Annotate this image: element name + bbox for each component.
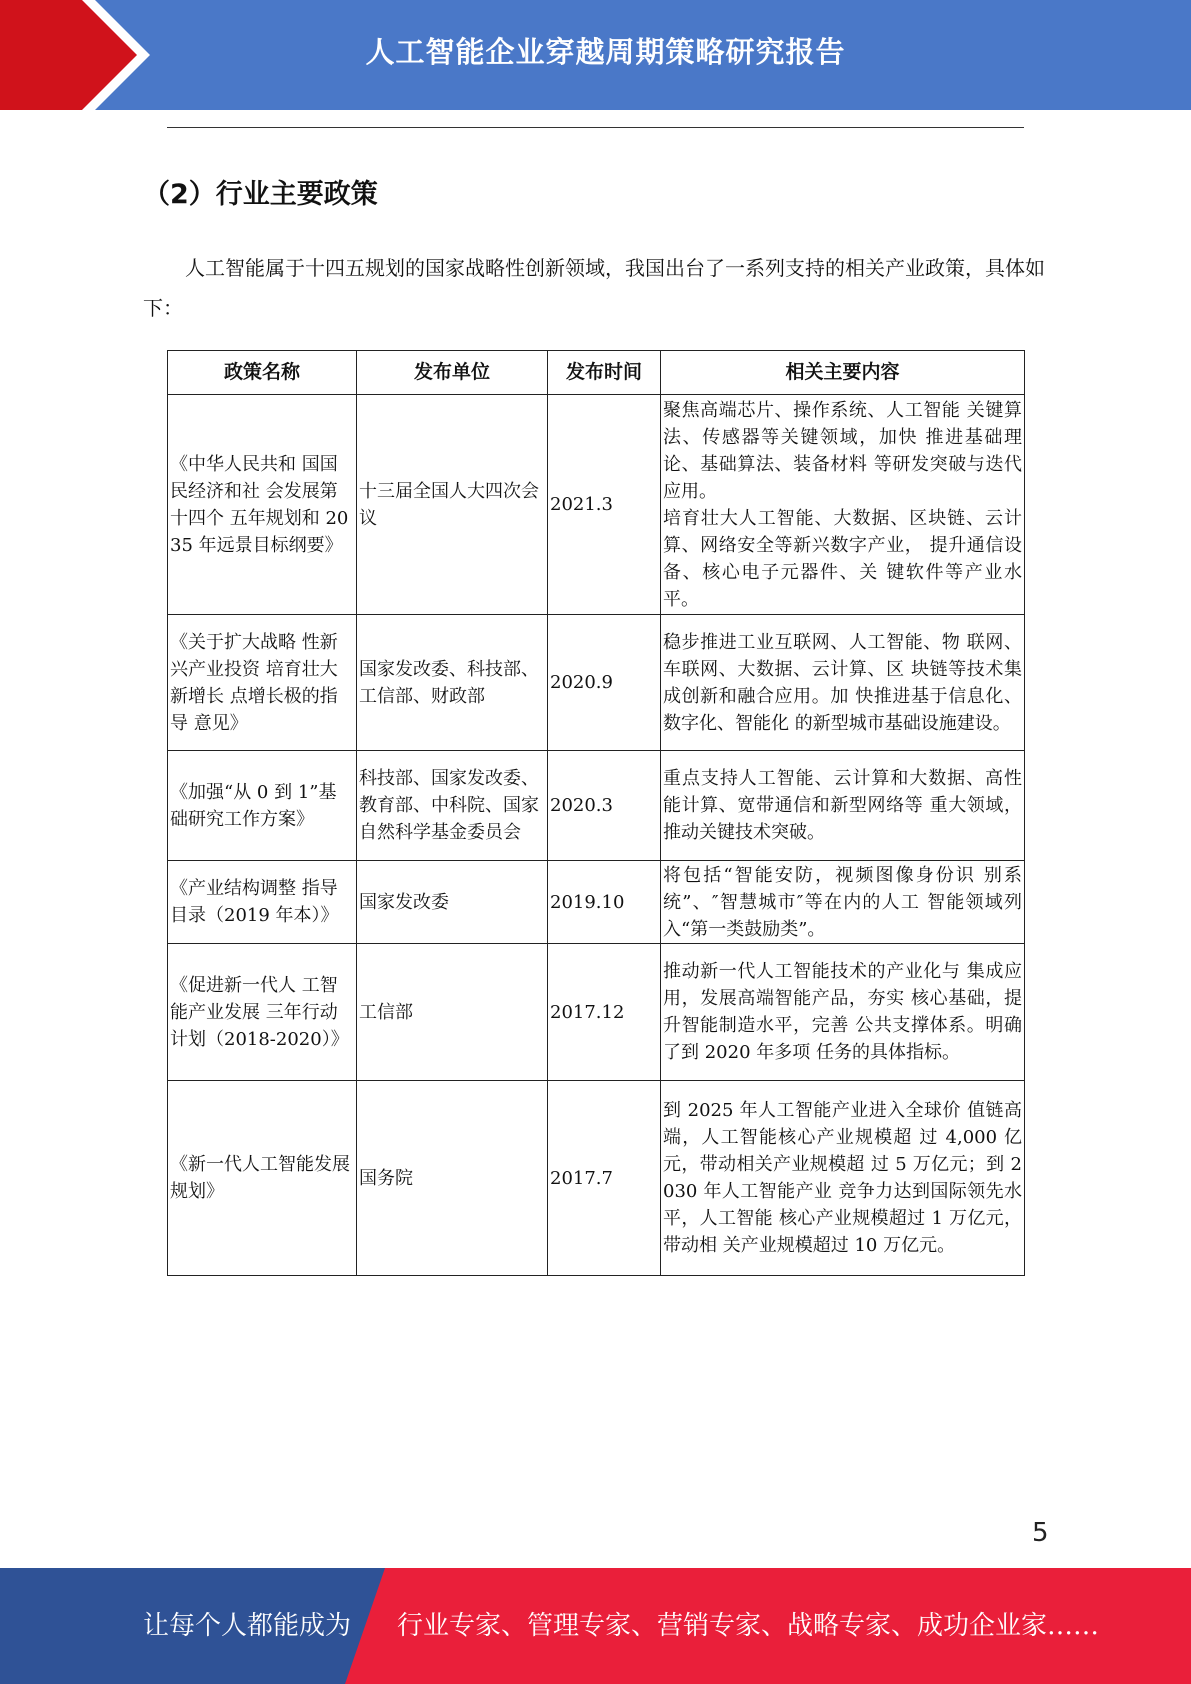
date-cell: 2017.7 (548, 1081, 661, 1276)
issuer-cell: 国家发改委 (357, 861, 548, 944)
footer-slogan-right: 行业专家、管理专家、营销专家、战略专家、成功企业家…… (397, 1611, 1100, 1641)
table-header-row (168, 351, 1025, 395)
header-divider (167, 127, 1024, 128)
date-cell: 2017.12 (548, 944, 661, 1081)
section-heading: （2）行业主要政策 (143, 179, 378, 210)
date-cell: 2020.9 (548, 615, 661, 751)
report-title: 人工智能企业穿越周期策略研究报告 (365, 34, 846, 69)
footer-band (0, 1568, 1191, 1684)
policy-table (167, 350, 1025, 1276)
issuer-cell: 科技部、国家发改委、教育部、中科院、国家自然科学基金委员会 (357, 751, 548, 861)
column-header-policy-name: 政策名称 (168, 351, 357, 395)
column-header-issuer: 发布单位 (357, 351, 548, 395)
table-row (168, 751, 1025, 861)
content-cell: 聚焦高端芯片、操作系统、人工智能 关键算法、传感器等关键领域，加快 推进基础理论、基础算法、装备材料 等研发突破与迭代应用。 培育壮大人工智能、大数据、区块链、云计算、网络安全等新兴数字产业， 提升通信设备、核心电子元器件、关 键软件等产业水平。 (661, 395, 1025, 615)
column-header-date: 发布时间 (548, 351, 661, 395)
date-cell: 2021.3 (548, 395, 661, 615)
policy-name-cell: 《加强“从 0 到 1”基础研究工作方案》 (168, 751, 357, 861)
policy-name-cell: 《促进新一代人 工智能产业发展 三年行动计划（2018-2020）》 (168, 944, 357, 1081)
issuer-cell: 国家发改委、科技部、工信部、财政部 (357, 615, 548, 751)
content-cell: 到 2025 年人工智能产业进入全球价 值链高端，人工智能核心产业规模超 过 4,000 亿元，带动相关产业规模超 过 5 万亿元；到 2030 年人工智能产业 竞争力达到国际领先水平，人工智能 核心产业规模超过 1 万亿元，带动相 关产业规模超过 10 万亿元。 (661, 1081, 1025, 1276)
table-row (168, 1081, 1025, 1276)
page-number: 5 (1032, 1518, 1049, 1548)
policy-name-cell: 《产业结构调整 指导目录（2019 年本）》 (168, 861, 357, 944)
table-row (168, 395, 1025, 615)
issuer-cell: 十三届全国人大四次会议 (357, 395, 548, 615)
policy-name-cell: 《中华人民共和 国国民经济和社 会发展第十四个 五年规划和 2035 年远景目标纲要》 (168, 395, 357, 615)
content-cell: 推动新一代人工智能技术的产业化与 集成应用，发展高端智能产品，夯实 核心基础，提升智能制造水平，完善 公共支撑体系。明确了到 2020 年多项 任务的具体指标。 (661, 944, 1025, 1081)
table-row (168, 615, 1025, 751)
table-row (168, 944, 1025, 1081)
content-cell: 重点支持人工智能、云计算和大数据、高性能计算、宽带通信和新型网络等 重大领域，推动关键技术突破。 (661, 751, 1025, 861)
column-header-content: 相关主要内容 (661, 351, 1025, 395)
content-cell: 稳步推进工业互联网、人工智能、物 联网、车联网、大数据、云计算、区 块链等技术集成创新和融合应用。加 快推进基于信息化、数字化、智能化 的新型城市基础设施建设。 (661, 615, 1025, 751)
date-cell: 2020.3 (548, 751, 661, 861)
issuer-cell: 国务院 (357, 1081, 548, 1276)
footer-slogan-left: 让每个人都能成为 (143, 1611, 352, 1641)
issuer-cell: 工信部 (357, 944, 548, 1081)
date-cell: 2019.10 (548, 861, 661, 944)
intro-paragraph: 人工智能属于十四五规划的国家战略性创新领域，我国出台了一系列支持的相关产业政策，具体如下： (143, 256, 1045, 320)
policy-name-cell: 《新一代人工智能发展规划》 (168, 1081, 357, 1276)
content-cell: 将包括“智能安防，视频图像身份识 别系统”、″智慧城市″等在内的人工 智能领域列入“第一类鼓励类”。 (661, 861, 1025, 944)
header-band (0, 0, 1191, 110)
table-row (168, 861, 1025, 944)
policy-name-cell: 《关于扩大战略 性新兴产业投资 培育壮大新增长 点增长极的指导 意见》 (168, 615, 357, 751)
